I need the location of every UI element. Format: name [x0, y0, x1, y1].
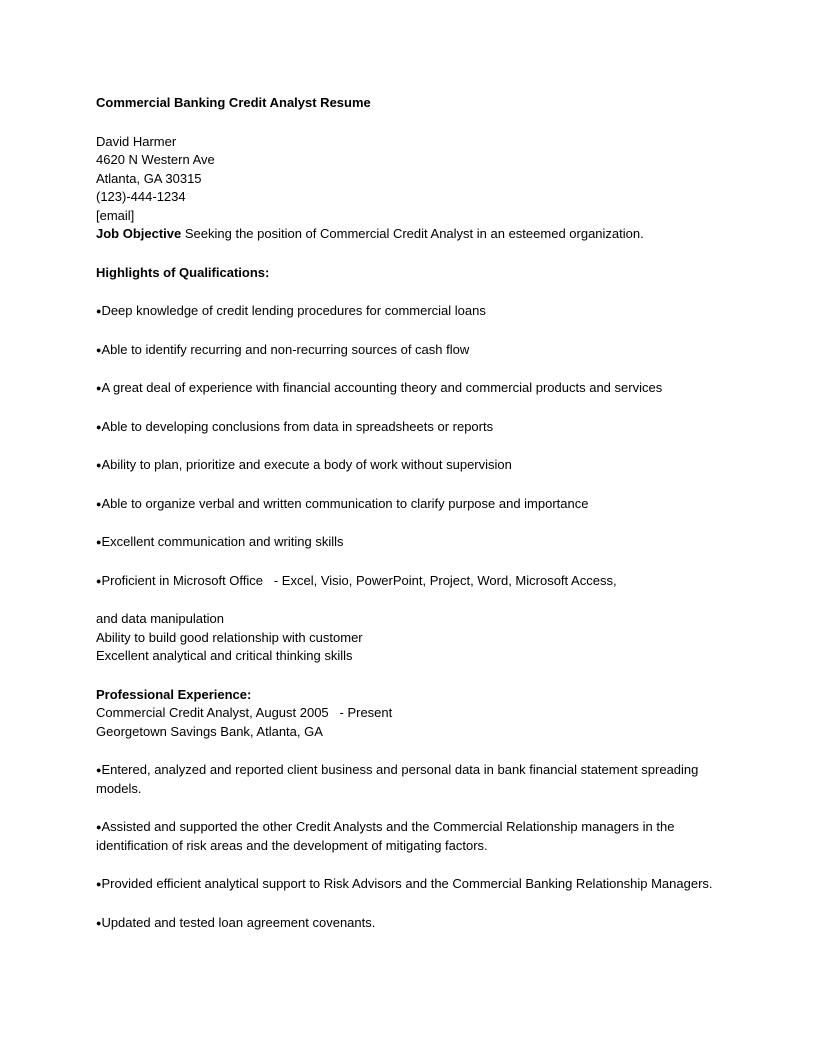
experience-company: Georgetown Savings Bank, Atlanta, GA	[96, 723, 323, 739]
qualification-item	[96, 418, 736, 437]
bullet-icon: ●	[96, 765, 102, 775]
qualification-text: A great deal of experience with financial accounting theory and commercial products and services	[101, 380, 663, 395]
qualification-item	[96, 456, 736, 475]
bullet-icon: ●	[96, 537, 102, 547]
experience-item	[96, 818, 736, 855]
qualification-text: Ability to plan, prioritize and execute a body of work without supervision	[101, 457, 512, 472]
experience-text: Assisted and supported the other Credit Analysts and the Commercial Relationship managers in the identification of risk areas and the development of mitigating factors.	[96, 819, 679, 853]
qualification-continuation: Excellent analytical and critical thinking skills	[96, 648, 353, 663]
document-title: Commercial Banking Credit Analyst Resume	[96, 95, 371, 110]
qualifications-heading: Highlights of Qualifications:	[96, 264, 270, 280]
experience-item	[96, 875, 736, 894]
bullet-icon: ●	[96, 879, 102, 889]
bullet-icon: ●	[96, 421, 102, 432]
qualification-item	[96, 379, 736, 398]
qualification-text: Proficient in Microsoft Office - Excel, Visio, PowerPoint, Project, Word, Microsoft Access,	[101, 572, 617, 588]
job-objective-label: Job Objective	[96, 226, 182, 241]
contact-city: Atlanta, GA 30315	[96, 170, 202, 186]
bullet-icon: ●	[96, 306, 102, 316]
experience-text: Provided efficient analytical support to Risk Advisors and the Commercial Banking Relationship Managers.	[101, 876, 713, 891]
contact-email: [email]	[96, 207, 135, 223]
spacer	[96, 894, 736, 914]
qualification-text: Deep knowledge of credit lending procedures for commercial loans	[101, 303, 486, 318]
spacer	[96, 244, 736, 264]
contact-street: 4620 N Western Ave	[96, 152, 215, 167]
contact-name: David Harmer	[96, 133, 177, 149]
spacer	[96, 666, 736, 686]
bullet-icon: ●	[96, 498, 102, 509]
bullet-icon: ●	[96, 822, 102, 832]
experience-item	[96, 761, 736, 798]
experience-text: Entered, analyzed and reported client business and personal data in bank financial statement spreading models.	[96, 762, 703, 796]
qualification-text: Excellent communication and writing skills	[101, 534, 344, 549]
spacer	[96, 113, 736, 133]
spacer	[96, 741, 736, 761]
experience-text: Updated and tested loan agreement covenants.	[101, 914, 376, 930]
contact-block	[96, 133, 736, 226]
experience-item	[96, 914, 736, 933]
qualification-item	[96, 533, 736, 552]
qualification-item	[96, 341, 736, 360]
bullet-icon: ●	[96, 344, 102, 355]
bullet-icon: ●	[96, 383, 102, 393]
bullet-icon: ●	[96, 575, 102, 586]
spacer	[96, 552, 736, 572]
spacer	[96, 436, 736, 456]
qualification-item	[96, 495, 736, 514]
spacer	[96, 321, 736, 341]
experience-position: Commercial Credit Analyst, August 2005 - Present	[96, 705, 393, 720]
qualification-item	[96, 302, 736, 321]
bullet-icon: ●	[96, 917, 102, 928]
experience-heading: Professional Experience:	[96, 686, 252, 702]
qualifications-list	[96, 302, 736, 666]
experience-list	[96, 761, 736, 932]
qualification-item	[96, 572, 736, 591]
spacer	[96, 475, 736, 495]
spacer	[96, 798, 736, 818]
qualification-text: Able to identify recurring and non-recurring sources of cash flow	[101, 341, 470, 357]
job-objective	[96, 225, 736, 244]
spacer	[96, 513, 736, 533]
qualification-text: Able to organize verbal and written communication to clarify purpose and importance	[101, 495, 589, 511]
qualification-continuation: and data manipulation	[96, 611, 224, 626]
job-objective-text: Seeking the position of Commercial Credit Analyst in an esteemed organization.	[181, 226, 644, 241]
bullet-icon: ●	[96, 460, 102, 470]
spacer	[96, 855, 736, 875]
resume-document	[96, 94, 736, 932]
qualification-text: Able to developing conclusions from data in spreadsheets or reports	[101, 418, 494, 434]
spacer	[96, 398, 736, 418]
spacer	[96, 359, 736, 379]
spacer	[96, 282, 736, 302]
spacer	[96, 590, 736, 610]
contact-phone: (123)-444-1234	[96, 189, 186, 204]
qualification-continuation: Ability to build good relationship with customer	[96, 629, 363, 645]
